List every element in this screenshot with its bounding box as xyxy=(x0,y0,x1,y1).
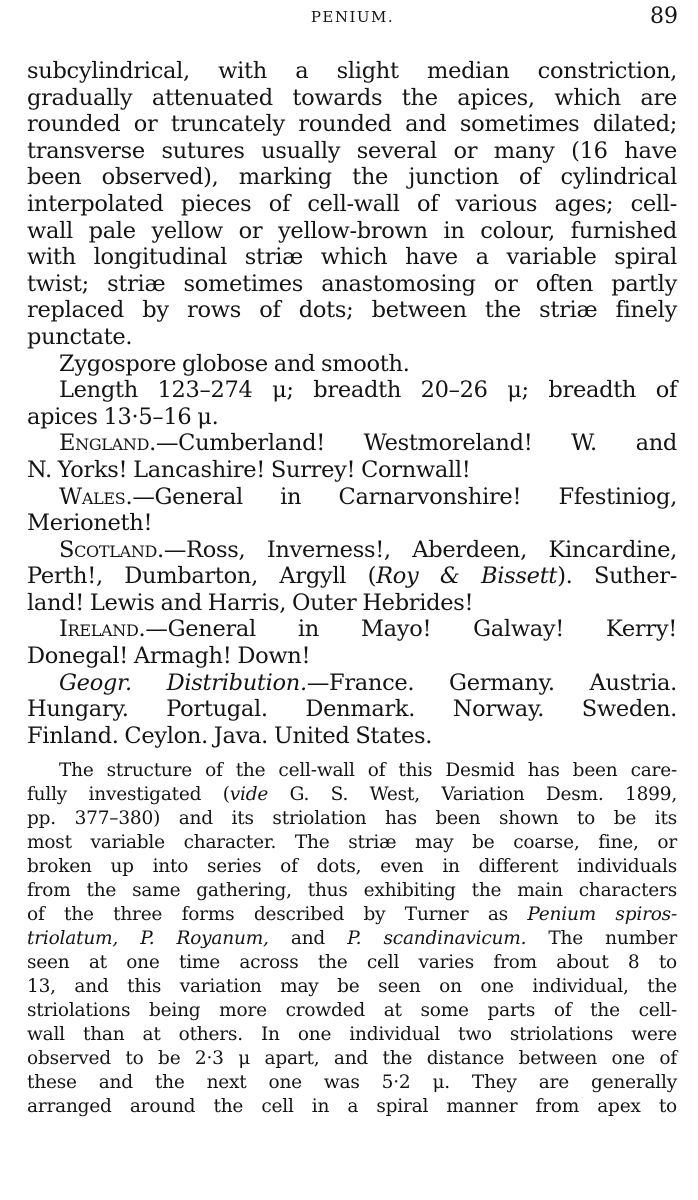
commentary-text: G. S. West, Variation Desm. 1899, xyxy=(268,784,677,806)
description-line: replaced by rows of dots; between the striæ finely xyxy=(27,297,677,324)
running-head xyxy=(27,6,678,28)
commentary-line: The structure of the cell-wall of this Desmid has been care- xyxy=(59,760,677,782)
commentary-line xyxy=(27,783,677,807)
commentary-text: of the three forms described by Turner as xyxy=(27,904,528,926)
geographical-distribution-line xyxy=(27,670,677,697)
dimensions-line: apices 13·5–16 μ. xyxy=(27,403,219,430)
commentary-line: observed to be 2·3 μ apart, and the distance between one of xyxy=(27,1048,677,1070)
scotland-text: Perth!, Dumbarton, Argyll ( xyxy=(27,563,377,590)
species-name-italic: Penium spiros- xyxy=(527,904,677,926)
geographical-distribution-label: Geogr. Distribution. xyxy=(59,669,307,696)
commentary-line xyxy=(27,903,677,927)
species-name-italic: P. scandinavicum. xyxy=(347,928,527,950)
commentary-line: wall than at others. In one individual two striolations were xyxy=(27,1024,677,1046)
wales-localities-line: Merioneth! xyxy=(27,510,153,537)
description-line: interpolated pieces of cell-wall of various ages; cell- xyxy=(27,190,677,217)
description-line: rounded or truncately rounded and sometimes dilated; xyxy=(27,111,677,138)
commentary-text: The number xyxy=(526,928,677,950)
ireland-localities: —General in Mayo! Galway! Kerry! xyxy=(145,616,677,643)
scotland-line xyxy=(27,537,677,564)
geographical-countries-line: Finland. Ceylon. Java. United States. xyxy=(27,722,433,749)
description-line: twist; striæ sometimes anastomosing or often partly xyxy=(27,270,677,297)
body-text xyxy=(27,58,677,1119)
england-line xyxy=(27,430,677,457)
running-title: PENIUM. xyxy=(310,8,395,26)
dimensions-line: Length 123–274 μ; breadth 20–26 μ; breadth of xyxy=(59,377,677,404)
england-localities: —Cumberland! Westmoreland! W. and xyxy=(155,430,677,457)
scotland-localities-line xyxy=(27,563,677,590)
zygospore-line: Zygospore globose and smooth. xyxy=(59,350,410,377)
paragraph-gap xyxy=(27,749,677,759)
geographical-countries-line: Hungary. Portugal. Denmark. Norway. Sweden. xyxy=(27,696,677,723)
commentary-line: broken up into series of dots, even in different individuals xyxy=(27,856,677,878)
commentary-line: 13, and this variation may be seen on one individual, the xyxy=(27,976,677,998)
species-description xyxy=(27,58,677,749)
region-label-england: England. xyxy=(59,430,156,457)
england-localities-line: N. Yorks! Lancashire! Surrey! Cornwall! xyxy=(27,456,471,483)
wales-localities: —General in Carnarvonshire! Ffestiniog, xyxy=(132,483,677,510)
description-line: subcylindrical, with a slight median constriction, xyxy=(27,58,677,84)
vide-italic: vide xyxy=(229,784,269,806)
geographical-countries: —France. Germany. Austria. xyxy=(306,669,677,696)
region-label-ireland: Ireland. xyxy=(59,616,146,643)
description-line: gradually attenuated towards the apices, which are xyxy=(27,84,677,111)
commentary-line: seen at one time across the cell varies from about 8 to xyxy=(27,952,677,974)
scotland-localities-line: land! Lewis and Harris, Outer Hebrides! xyxy=(27,589,474,616)
ireland-localities-line: Donegal! Armagh! Down! xyxy=(27,643,311,670)
description-line: been observed), marking the junction of cylindrical xyxy=(27,164,677,191)
commentary-line: these and the next one was 5·2 μ. They are generally xyxy=(27,1072,677,1094)
page-number: 89 xyxy=(650,4,678,29)
commentary-line: most variable character. The striæ may be coarse, fine, or xyxy=(27,832,677,854)
wales-line xyxy=(27,484,677,511)
commentary-text: fully investigated ( xyxy=(27,784,230,806)
description-line: wall pale yellow or yellow-brown in colour, furnished xyxy=(27,217,677,244)
region-label-scotland: Scotland. xyxy=(59,536,164,563)
commentary-line: from the same gathering, thus exhibiting the main characters xyxy=(27,880,677,902)
description-line: punctate. xyxy=(27,323,133,350)
region-label-wales: Wales. xyxy=(59,483,133,510)
commentary xyxy=(27,759,677,1119)
commentary-line: pp. 377–380) and its striolation has been shown to be its xyxy=(27,808,677,830)
commentary-line: striolations being more crowded at some parts of the cell- xyxy=(27,1000,677,1022)
scotland-localities: —Ross, Inverness!, Aberdeen, Kincardine, xyxy=(163,536,677,563)
commentary-line: arranged around the cell in a spiral manner from apex to xyxy=(27,1096,677,1118)
commentary-line xyxy=(27,927,677,951)
ireland-line xyxy=(27,616,677,643)
collector-citation: Roy & Bissett xyxy=(376,563,558,590)
commentary-text: and xyxy=(268,928,348,950)
description-line: transverse sutures usually several or many (16 have xyxy=(27,137,677,164)
scotland-text: ). Suther- xyxy=(557,563,677,590)
species-name-italic: triolatum, P. Royanum, xyxy=(27,928,269,950)
description-line: with longitudinal striæ which have a variable spiral xyxy=(27,244,677,271)
